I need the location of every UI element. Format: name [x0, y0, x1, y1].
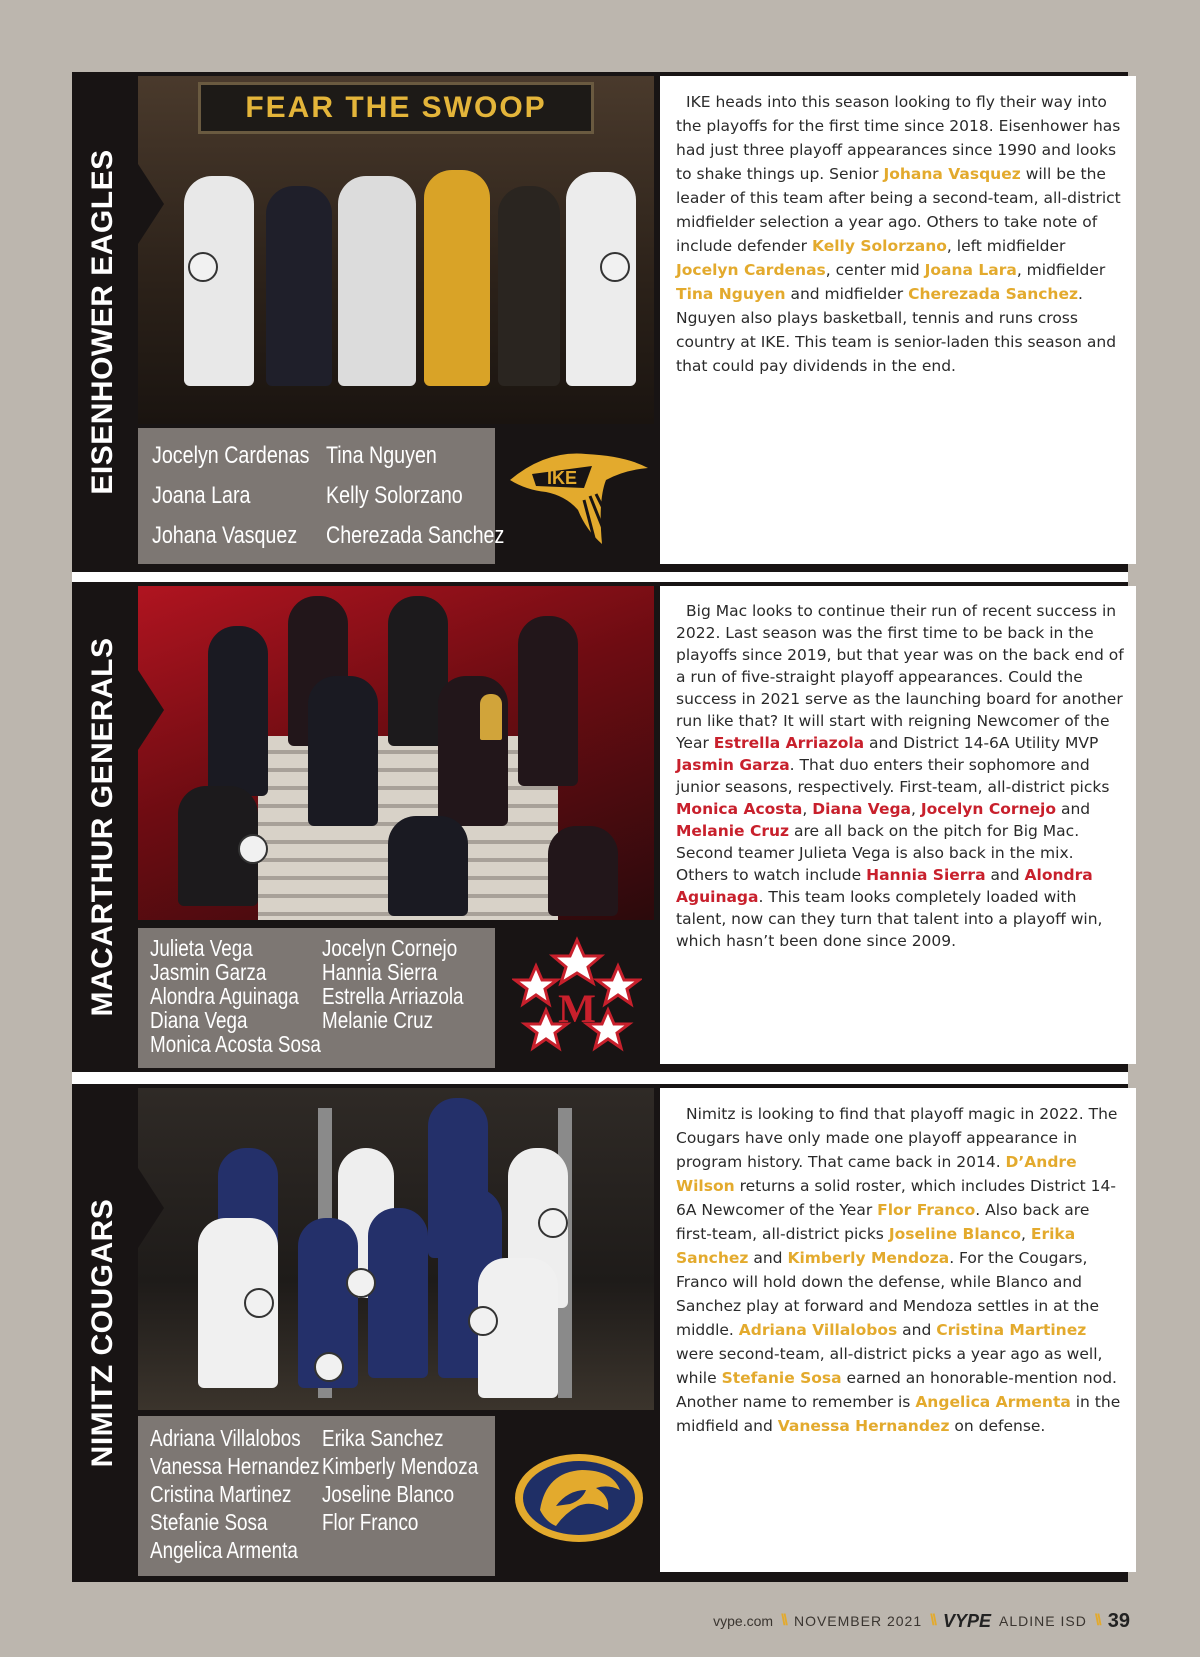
story-text	[660, 586, 1136, 1064]
soccer-ball-icon	[346, 1268, 376, 1298]
story-text-segment: . This team looks completely loaded with talent, now can they turn that talent into a playoff win, which hasn’t been done since 2009.	[676, 888, 1103, 950]
page-footer	[670, 1608, 1130, 1634]
roster-name: Melanie Cruz	[322, 1007, 434, 1033]
highlighted-name: Tina Nguyen	[676, 285, 786, 303]
highlighted-name: Angelica Armenta	[915, 1393, 1071, 1411]
story-text-segment: , center mid	[825, 261, 925, 279]
highlighted-name: D’Andre Wilson	[676, 1153, 1077, 1195]
highlighted-name: Adriana Villalobos	[738, 1321, 898, 1339]
highlighted-name: Stefanie Sosa	[721, 1369, 842, 1387]
player-figure	[424, 170, 490, 386]
roster-name: Julieta Vega	[150, 935, 253, 961]
player-figure	[368, 1208, 428, 1378]
roster-name: Jasmin Garza	[150, 959, 267, 985]
story-text	[660, 76, 1136, 564]
footer-edition: ALDINE ISD	[999, 1613, 1087, 1629]
player-figure	[498, 186, 560, 386]
team-title-vertical: EISENHOWER EAGLES	[86, 149, 119, 495]
story-text-segment: were second-team, all-district picks a year ago as well, while	[676, 1345, 1103, 1387]
roster-box	[138, 1416, 495, 1576]
story-text-segment: and	[748, 1249, 788, 1267]
player-figure	[266, 186, 332, 386]
eagle-logo-icon	[506, 440, 652, 552]
highlighted-name: Alondra Aguinaga	[676, 866, 1093, 906]
page-number: 39	[1107, 1609, 1130, 1632]
highlighted-name: Jasmin Garza	[676, 756, 790, 774]
highlighted-name: Johana Vasquez	[883, 165, 1021, 183]
roster-name: Adriana Villalobos	[150, 1425, 301, 1451]
story-text-segment: , left midfielder	[946, 237, 1066, 255]
player-figure	[208, 626, 268, 796]
footer-brand: VYPE	[943, 1610, 992, 1631]
story-text-segment: ,	[1021, 1225, 1031, 1243]
soccer-ball-icon	[244, 1288, 274, 1318]
team-section-macarthur	[72, 582, 1128, 1072]
highlighted-name: Monica Acosta	[676, 800, 803, 818]
story-text	[660, 1088, 1136, 1572]
cougar-logo-icon	[512, 1450, 646, 1546]
footer-site: vype.com	[713, 1613, 774, 1629]
roster-name: Kelly Solorzano	[326, 482, 463, 509]
team-photo	[138, 76, 654, 424]
story-text-segment: returns a solid roster, which includes District 14-6A Newcomer of the Year	[676, 1177, 1116, 1219]
soccer-ball-icon	[468, 1306, 498, 1336]
team-section-nimitz	[72, 1084, 1128, 1582]
photo-banner: FEAR THE SWOOP	[198, 82, 594, 134]
roster-name: Kimberly Mendoza	[322, 1453, 479, 1479]
story-text-segment: Big Mac looks to continue their run of recent success in 2022. Last season was the first time to be back in the playoffs since 2019, but that year was on the back end of a run of five-straight playoff appearances. Could the success in 2021 serve as the launching board for another run like that? It will start with reigning Newcomer of the Year	[676, 602, 1124, 752]
story-text-segment: are all back on the pitch for Big Mac. Second teamer Julieta Vega is also back in the mix. Others to watch include	[676, 822, 1080, 884]
team-title-vertical: NIMITZ COUGARS	[86, 1198, 119, 1468]
highlighted-name: Estrella Arriazola	[713, 734, 865, 752]
story-text-segment: on defense.	[949, 1417, 1046, 1435]
roster-name: Erika Sanchez	[322, 1425, 444, 1451]
story-text-segment: and	[897, 1321, 937, 1339]
logo-label: M	[558, 986, 596, 1031]
story-text-segment: and midfielder	[785, 285, 909, 303]
story-text-segment: Nimitz is looking to find that playoff magic in 2022. The Cougars have only made one playoff appearance in program history. That came back in 2014.	[676, 1105, 1118, 1171]
story-text-segment: . Also back are first-team, all-district picks	[676, 1201, 1090, 1243]
team-section-eisenhower	[72, 72, 1128, 572]
story-text-segment: in the midfield and	[676, 1393, 1121, 1435]
player-figure	[518, 616, 578, 786]
highlighted-name: Kelly Solorzano	[811, 237, 947, 255]
roster-name: Monica Acosta Sosa	[150, 1031, 321, 1057]
footer-issue: NOVEMBER 2021	[793, 1613, 923, 1629]
roster-name: Jocelyn Cornejo	[322, 935, 458, 961]
story-text-segment: earned an honorable-mention nod. Another name to remember is	[676, 1369, 1117, 1411]
highlighted-name: Cristina Martinez	[936, 1321, 1087, 1339]
roster-name: Diana Vega	[150, 1007, 248, 1033]
story-text-segment: , midfielder	[1016, 261, 1106, 279]
section-divider	[72, 1072, 1128, 1084]
footer-separator: \\	[930, 1612, 936, 1629]
section-divider	[72, 572, 1128, 582]
roster-column-left	[152, 436, 344, 556]
logo-label: IKE	[546, 468, 578, 488]
photo-notch	[138, 164, 164, 244]
roster-name: Jocelyn Cardenas	[152, 442, 310, 469]
highlighted-name: Kimberly Mendoza	[787, 1249, 950, 1267]
soccer-ball-icon	[538, 1208, 568, 1238]
story-text-segment: ,	[911, 800, 921, 818]
player-figure	[548, 826, 618, 916]
story-paragraph	[676, 90, 1124, 378]
highlighted-name: Jocelyn Cardenas	[676, 261, 826, 279]
player-figure	[184, 176, 254, 386]
roster-name: Cristina Martinez	[150, 1481, 292, 1507]
highlighted-name: Joseline Blanco	[888, 1225, 1021, 1243]
roster-name: Hannia Sierra	[322, 959, 438, 985]
soccer-ball-icon	[188, 252, 218, 282]
story-text-segment: . For the Cougars, Franco will hold down the defense, while Blanco and Sanchez play at forward and Mendoza settles in at the middle.	[676, 1249, 1100, 1339]
roster-column-right	[322, 1424, 512, 1536]
team-photo	[138, 586, 654, 920]
highlighted-name: Diana Vega	[812, 800, 912, 818]
player-figure	[308, 676, 378, 826]
roster-name: Stefanie Sosa	[150, 1509, 268, 1535]
highlighted-name: Cherezada Sanchez	[908, 285, 1079, 303]
roster-name: Vanessa Hernandez	[150, 1453, 320, 1479]
story-text-segment: . Nguyen also plays basketball, tennis and runs cross country at IKE. This team is senior-laden this season and that could pay dividends in the end.	[676, 285, 1117, 375]
story-paragraph	[676, 600, 1124, 952]
story-text-segment: ,	[802, 800, 813, 818]
photo-notch	[138, 1168, 164, 1248]
soccer-ball-icon	[238, 834, 268, 864]
photo-notch	[138, 670, 164, 750]
story-text-segment: will be the leader of this team after being a second-team, all-district midfielder selection a year ago. Others to take note of include defender	[676, 165, 1121, 255]
footer-separator: \\	[781, 1612, 786, 1629]
roster-name: Joana Lara	[152, 482, 251, 509]
highlighted-name: Erika Sanchez	[676, 1225, 1076, 1267]
roster-name: Estrella Arriazola	[322, 983, 464, 1009]
highlighted-name: Hannia Sierra	[866, 866, 986, 884]
player-figure	[338, 176, 416, 386]
roster-box	[138, 928, 495, 1068]
story-text-segment: . That duo enters their sophomore and junior seasons, respectively. First-team, all-district picks	[676, 756, 1110, 796]
roster-name: Alondra Aguinaga	[150, 983, 299, 1009]
roster-name: Flor Franco	[322, 1509, 419, 1535]
trophy-icon	[480, 694, 502, 740]
stars-logo-icon	[512, 936, 642, 1058]
story-text-segment: and District 14-6A Utility MVP	[864, 734, 1099, 752]
roster-name: Johana Vasquez	[152, 522, 298, 549]
roster-box	[138, 428, 505, 564]
story-text-segment: IKE heads into this season looking to fly their way into the playoffs for the first time since 2018. Eisenhower has had just three playoff appearances since 1990 and looks to shake things up. Senior	[676, 93, 1121, 183]
highlighted-name: Melanie Cruz	[676, 822, 790, 840]
roster-name: Cherezada Sanchez	[326, 522, 505, 549]
roster-name: Joseline Blanco	[322, 1481, 455, 1507]
story-text-segment: and	[985, 866, 1025, 884]
team-photo	[138, 1088, 654, 1410]
story-paragraph	[676, 1102, 1124, 1438]
highlighted-name: Joana Lara	[924, 261, 1017, 279]
roster-name: Angelica Armenta	[150, 1537, 298, 1563]
highlighted-name: Jocelyn Cornejo	[920, 800, 1057, 818]
highlighted-name: Vanessa Hernandez	[777, 1417, 950, 1435]
roster-name: Tina Nguyen	[326, 442, 437, 469]
player-figure	[388, 816, 468, 916]
soccer-ball-icon	[314, 1352, 344, 1382]
highlighted-name: Flor Franco	[877, 1201, 976, 1219]
story-text-segment: and	[1056, 800, 1091, 818]
player-figure	[566, 172, 636, 386]
footer-separator: \\	[1094, 1612, 1100, 1629]
roster-column-right	[322, 936, 495, 1032]
team-title-vertical: MACARTHUR GENERALS	[86, 637, 119, 1017]
soccer-ball-icon	[600, 252, 630, 282]
page-frame	[72, 72, 1128, 1582]
